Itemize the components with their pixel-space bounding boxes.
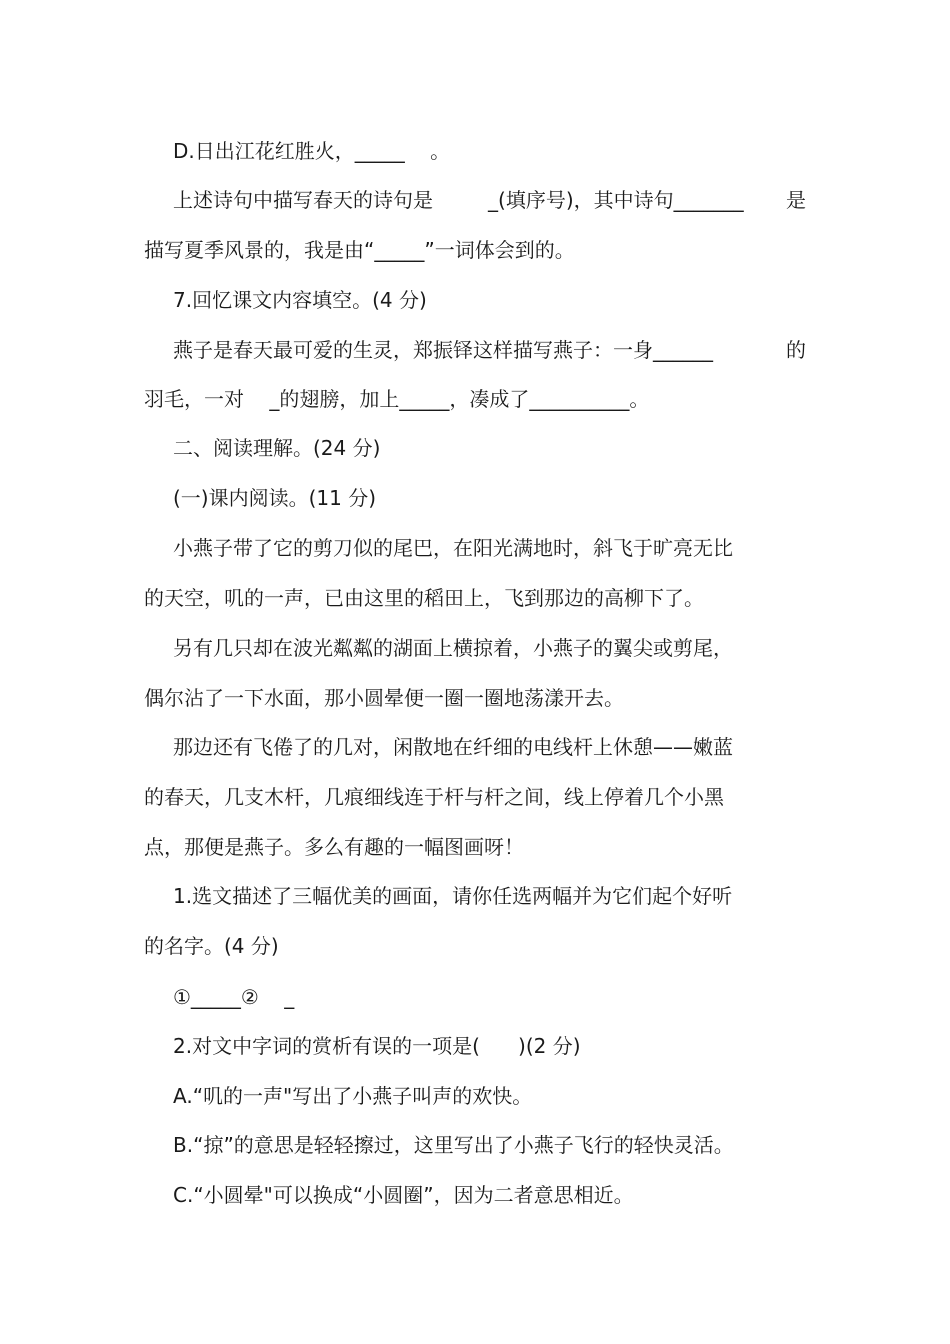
poem-question-line-2: 描写夏季风景的，我是由“_____”一词体会到的。	[144, 238, 575, 262]
section-2-subheading: (一)课内阅读。(11 分)	[173, 486, 377, 510]
question-7-line-2: 羽毛，一对 _的翅膀，加上_____，凑成了__________。	[144, 387, 650, 411]
reading-q2-option-c: C.“小圆晕"可以换成“小圆圈”，因为二者意思相近。	[173, 1183, 634, 1207]
passage-p2-line-1: 另有几只却在波光粼粼的湖面上横掠着，小燕子的翼尖或剪尾，	[173, 636, 733, 660]
question-7-text-end: 的	[786, 338, 806, 362]
poem-question-line-1	[144, 185, 806, 215]
question-7-line-1	[144, 335, 806, 365]
reading-q1-line-1: 1.选文描述了三幅优美的画面，请你任选两幅并为它们起个好听	[173, 884, 733, 908]
poem-question-text-start: 上述诗句中描写春天的诗句是	[173, 188, 433, 212]
question-7-title: 7.回忆课文内容填空。(4 分)	[173, 288, 427, 312]
poem-question-text-end: 是	[785, 188, 806, 212]
passage-p2-line-2: 偶尔沾了一下水面，那小圆晕便一圈一圈地荡漾开去。	[144, 686, 624, 710]
option-d-line: D.日出江花红胜火，_____ 。	[173, 139, 451, 163]
reading-q2-stem: 2.对文中字词的赏析有误的一项是( )(2 分)	[173, 1034, 581, 1058]
passage-p3-line-2: 的春天，几支木杆，几痕细线连于杆与杆之间，线上停着几个小黑	[144, 785, 724, 809]
passage-p3-line-1: 那边还有飞倦了的几对，闲散地在纤细的电线杆上休憩——嫩蓝	[173, 735, 733, 759]
passage-p3-line-3: 点，那便是燕子。多么有趣的一幅图画呀！	[144, 835, 524, 859]
passage-p1-line-2: 的天空，叽的一声，已由这里的稻田上，飞到那边的高柳下了。	[144, 586, 704, 610]
poem-question-text-mid: _(填序号)，其中诗句_______	[475, 188, 744, 212]
section-2-heading: 二、阅读理解。(24 分)	[173, 436, 381, 460]
reading-q1-line-2: 的名字。(4 分)	[144, 934, 279, 958]
passage-p1-line-1: 小燕子带了它的剪刀似的尾巴，在阳光满地时，斜飞于旷亮无比	[173, 536, 733, 560]
reading-q2-option-b: B.“掠”的意思是轻轻擦过，这里写出了小燕子飞行的轻快灵活。	[173, 1133, 734, 1157]
reading-q1-blanks: ①_____② _	[173, 985, 295, 1009]
reading-q2-option-a: A.“叽的一声"写出了小燕子叫声的欢快。	[173, 1084, 533, 1108]
question-7-text-start: 燕子是春天最可爱的生灵，郑振铎这样描写燕子：一身______	[173, 338, 713, 362]
